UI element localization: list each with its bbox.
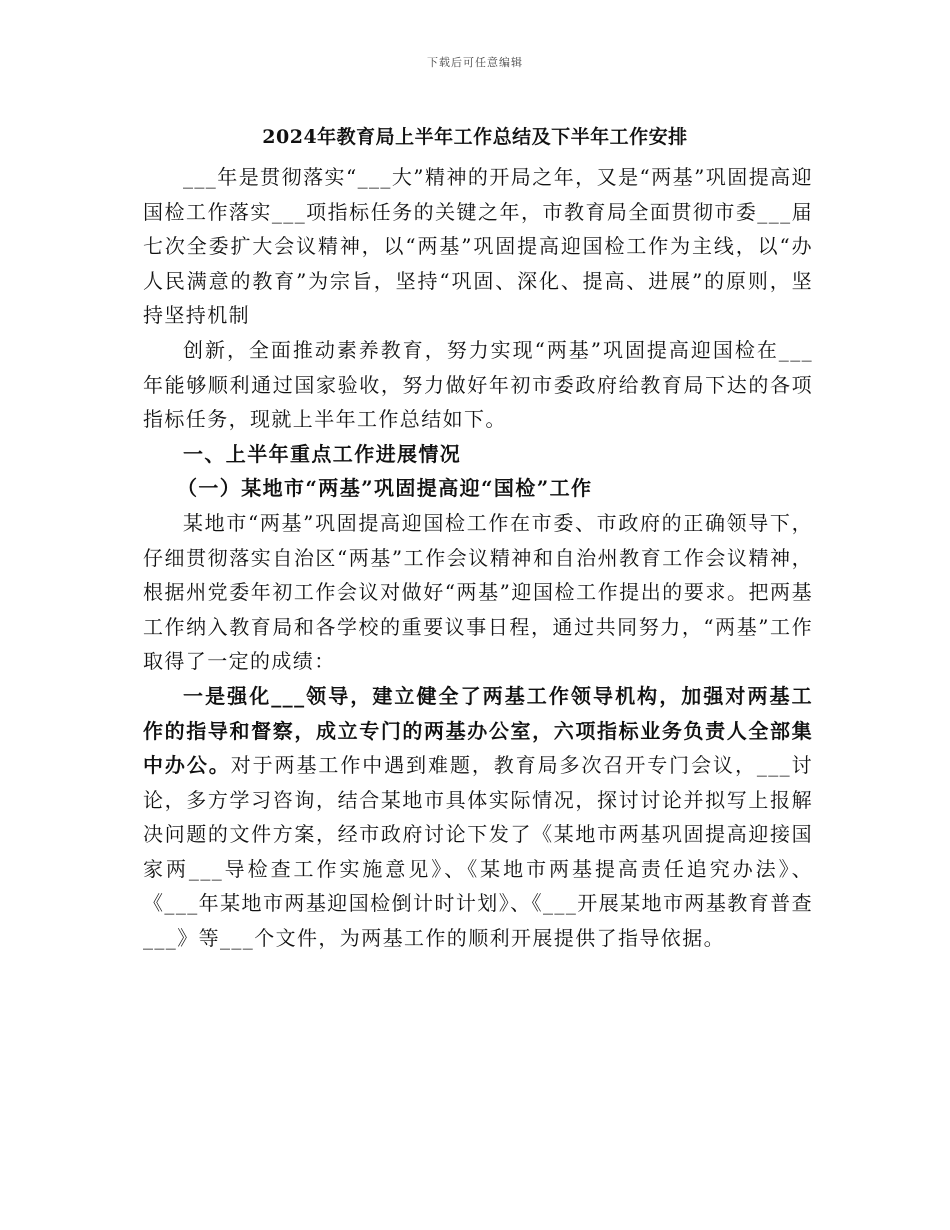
paragraph-body-rest: 对于两基工作中遇到难题，教育局多次召开专门会议，___讨论，多方学习咨询，结合某地市具体实际情况，探讨讨论并拟写上报解决问题的文件方案，经市政府讨论下发了《某地市两基巩固提高迎接国家两___导检查工作实施意见》、《某地市两基提高责任追究办法》、《___年某地市两基迎国检倒计时计划》、《___开展某地市两基教育普查___》等___个文件，为两基工作的顺利开展提供了指导依据。: [143, 753, 813, 951]
subsection-heading-1: （一）某地市“两基”巩固提高迎“国检”工作: [177, 476, 593, 501]
paragraph-intro: ___年是贯彻落实“___大”精神的开局之年，又是“两基”巩固提高迎国检工作落实___项指标任务的关键之年，市教育局全面贯彻市委___届七次全委扩大会议精神，以“两基”巩固提高迎国检工作为主线，以“办人民满意的教育”为宗旨，坚持“巩固、深化、提高、进展”的原则，坚持坚持机制: [143, 165, 813, 328]
document-body: [143, 160, 813, 956]
page-header-note: 下载后可任意编辑: [427, 56, 523, 69]
paragraph-intro-continued: 创新，全面推动素养教育，努力实现“两基”巩固提高迎国检在___年能够顺利通过国家验收，努力做好年初市委政府给教育局下达的各项指标任务，现就上半年工作总结如下。: [143, 337, 813, 432]
section-heading-1: 一、上半年重点工作进展情况: [183, 441, 462, 466]
document-title: 2024年教育局上半年工作总结及下半年工作安排: [262, 126, 688, 148]
paragraph-bold-lead: 一是强化___领导，建立健全了两基工作领导机构，加强对两基工作的指导和督察，成立专门的两基办公室，六项指标业务负责人全部集中办公。: [143, 683, 813, 778]
paragraph-strengthen-leadership: [143, 679, 813, 956]
paragraph-lianji-progress: 某地市“两基”巩固提高迎国检工作在市委、市政府的正确领导下，仔细贯彻落实自治区“两基”工作会议精神和自治州教育工作会议精神，根据州党委年初工作会议对做好“两基”迎国检工作提出的要求。把两基工作纳入教育局和各学校的重要议事日程，通过共同努力，“两基”工作取得了一定的成绩：: [143, 510, 813, 674]
